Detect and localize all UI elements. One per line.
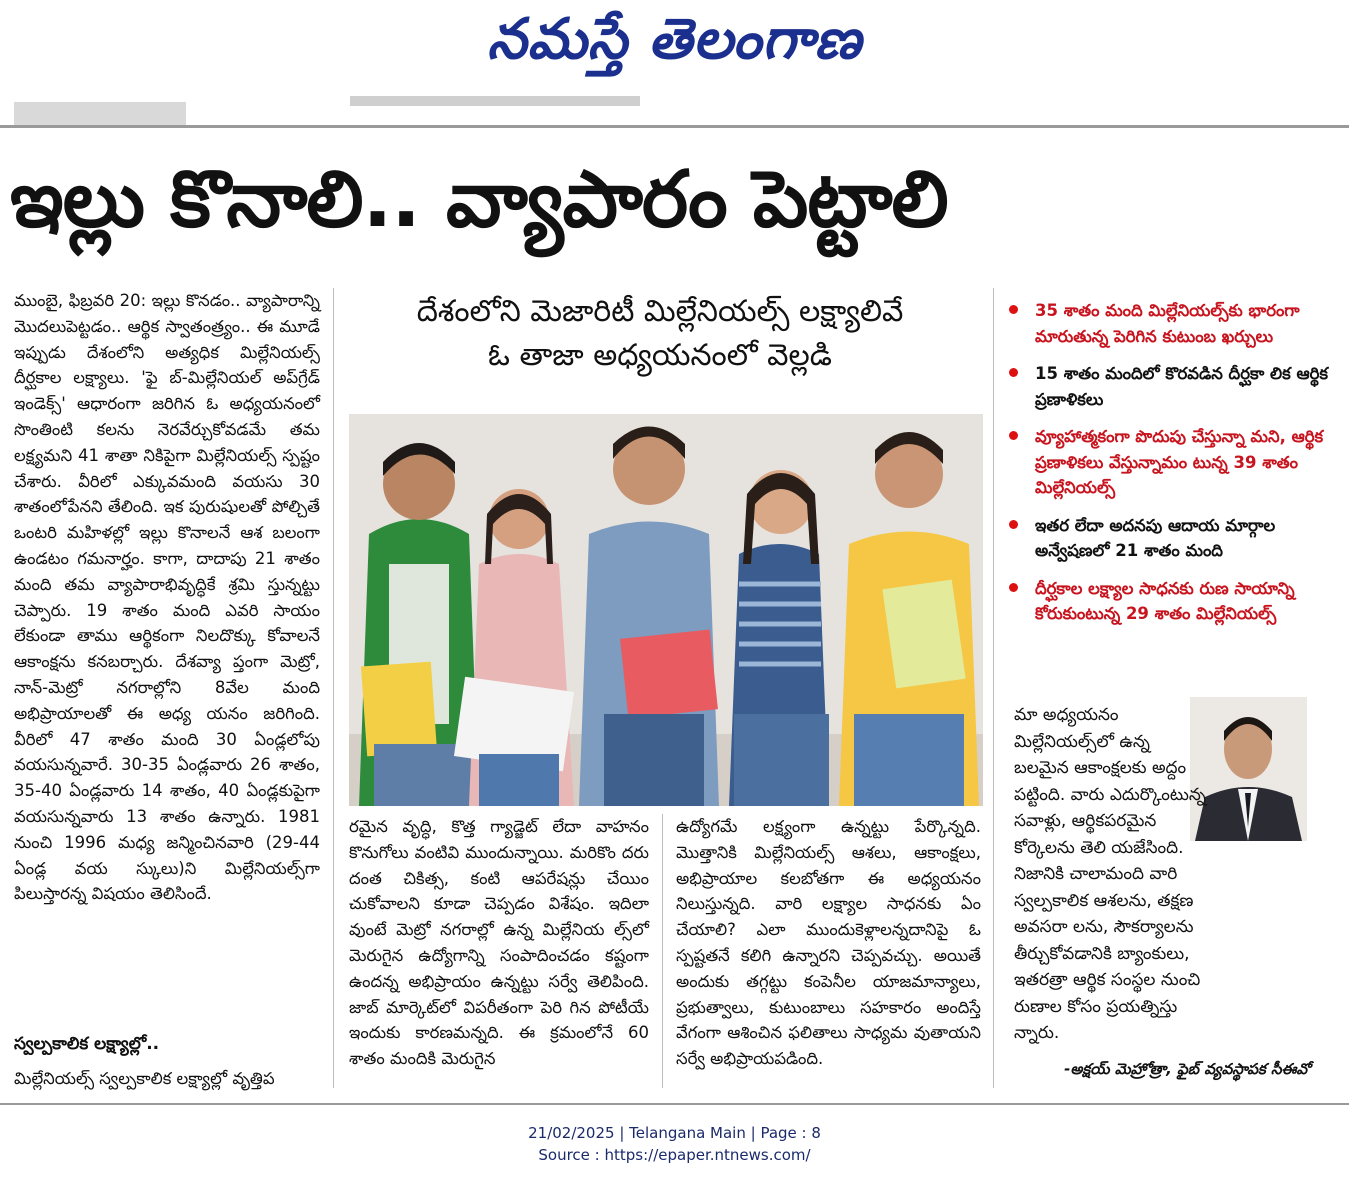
- article-body-1: ముంబై, ఫిబ్రవరి 20: ఇల్లు కొనడం.. వ్యాపారాన్ని మొదలుపెట్టడం.. ఆర్థిక స్వాతంత్ర్యం.. ఈ మూడే ఇప్పుడు దేశంలోని అత్యధిక మిల్లేనియల్స్ దీర్ఘకాల లక్ష్యాలు. 'ఫై బ్-మిల్లేనియల్ అప్‌గ్రేడ్ ఇండెక్స్' ఆధారంగా జరిగిన ఓ అధ్యయనంలో సొంతింటి కలను నెరవేర్చుకోవడమే తమ లక్ష్యమని 41 శాతా నికిపైగా మిల్లేనియల్స్ స్పష్టం చేశారు. వీరిలో ఎక్కువమంది వయసు 30 శాతంలోపేనని తేలింది. ఇక పురుషులతో పోల్చితే ఒంటరి మహిళల్లో ఇల్లు కొనాలనే ఆశ బలంగా ఉండటం గమనార్హం. కాగా, దాదాపు 21 శాతం మంది తమ వ్యాపారాభివృద్ధికే శ్రమి స్తున్నట్టు చెప్పారు. 19 శాతం మంది ఎవరి సాయం లేకుండా తాము ఆర్థికంగా నిలదొక్కు కోవాలనే ఆకాంక్షను కనబర్చారు. దేశవ్యా ప్తంగా మెట్రో, నాన్-మెట్రో నగరాల్లోని 8వేల మంది అభిప్రాయాలతో ఈ అధ్య యనం జరిగింది. వీరిలో 47 శాతం మంది 30 ఏండ్లలోపు వయసున్నవారే. 30-35 ఏండ్లవారు 26 శాతం, 35-40 ఏండ్లవారు 14 శాతం, 40 ఏండ్లకుపైగా వయసున్నవారు 13 శాతం ఉన్నారు. 1981 నుంచి 1996 మధ్య జన్మించినవారి (29-44 ఏండ్ల వయ స్కులు)ని మిల్లేనియల్స్‌గా పిలుస్తారన్న విషయం తెలిసిందే.: [14, 291, 320, 904]
- highlight-item: ఇతర లేదా అదనపు ఆదాయ మార్గాల అన్వేషణలో 21 శాతం మంది: [1007, 513, 1337, 564]
- bullet-icon: [1009, 368, 1018, 377]
- article-column-2: రమైన వృద్ధి, కొత్త గ్యాడ్జెట్ లేదా వాహనం కొనుగోలు వంటివి ముందున్నాయి. మరికొం దరు దంత చికిత్స, కంటి ఆపరేషన్లు చేయిం చుకోవాలని కూడా చెప్పడం విశేషం. ఇదిలా వుంటే మెట్రో నగరాల్లో ఉన్న మిల్లేనియ ల్స్‌లో మెరుగైన ఉద్యోగాన్ని సంపాదించడం కష్టంగా ఉందన్న అభిప్రాయం ఉన్నట్టు సర్వే తెలిపింది. జాబ్ మార్కెట్‌లో విపరీతంగా పెరి గిన పోటీయే ఇందుకు కారణమన్నది. ఈ క్రమంలోనే 60 శాతం మందికి మెరుగైన: [349, 817, 649, 1069]
- article-column-3: ఉద్యోగమే లక్ష్యంగా ఉన్నట్టు పేర్కొన్నది. మొత్తానికి మిల్లేనియల్స్ ఆశలు, ఆకాంక్షలు, అభిప్రాయాల కలబోతగా ఈ అధ్యయనం నిలుస్తున్నది. వారి లక్ష్యాల సాధనకు ఏం చేయాలి? ఎలా ముందుకెళ్లాలన్నదానిపై ఓ స్పష్టతనే కలిగి ఉన్నారని చెప్పవచ్చు. అయితే అందుకు తగ్గట్టు కంపెనీల యాజమాన్యాలు, ప్రభుత్వాలు, కుటుంబాలు సహకారం అందిస్తే వేగంగా ఆశించిన ఫలితాలు సాధ్యమ వుతాయని సర్వే అభిప్రాయపడింది.: [676, 817, 981, 1069]
- quote-attribution: -అక్షయ్ మెహ్రోత్రా, ఫైబ్ వ్యవస్థాపక సీఈవో: [1064, 1060, 1310, 1078]
- bullet-icon: [1009, 305, 1018, 314]
- article-column-1: [14, 288, 320, 907]
- bottom-divider: [0, 1103, 1349, 1105]
- column-divider: [993, 288, 994, 1088]
- footer: [0, 1122, 1349, 1166]
- column-divider: [662, 814, 663, 1088]
- highlight-item: వ్యూహాత్మకంగా పొదుపు చేస్తున్నా మని, ఆర్థిక ప్రణాళికలు వేస్తున్నామం టున్న 39 శాతం మిల్లేనియల్స్: [1007, 424, 1337, 501]
- masthead-title: నమస్తే తెలంగాణ: [487, 6, 862, 72]
- masthead: [0, 0, 1349, 80]
- deck-line-1: దేశంలోని మెజారిటీ మిల్లేనియల్స్ లక్ష్యాలివే: [416, 294, 904, 329]
- column-divider: [333, 288, 334, 1088]
- footer-date-page: 21/02/2025 | Telangana Main | Page : 8: [528, 1124, 821, 1142]
- highlight-item: దీర్ఘకాల లక్ష్యాల సాధనకు రుణ సాయాన్ని కోరుకుంటున్న 29 శాతం మిల్లేనియల్స్: [1007, 576, 1337, 627]
- article-column-1-tail: మిల్లేనియల్స్ స్వల్పకాలిక లక్ష్యాల్లో వృత్తిప: [14, 1069, 275, 1088]
- bullet-icon: [1009, 583, 1018, 592]
- section-tab: [14, 102, 186, 126]
- highlight-item: 15 శాతం మందిలో కొరవడిన దీర్ఘకా లిక ఆర్థిక ప్రణాళికలు: [1007, 361, 1337, 412]
- group-photo-illustration: [349, 414, 983, 806]
- bullet-icon: [1009, 520, 1018, 529]
- subheading: స్వల్పకాలిక లక్ష్యాల్లో..: [14, 1034, 160, 1054]
- quote-block: [1014, 702, 1336, 1047]
- quote-body: మా అధ్యయనం మిల్లేనియల్స్‌లో ఉన్న బలమైన ఆకాంక్షలకు అద్దం పట్టింది. వారు ఎదుర్కొంటున్న సవాళ్లు, ఆర్థికపరమైన కోర్కెలను తెలి యజేసింది. నిజానికి చాలామంది వారి స్వల్పకాలిక ఆశలను, తక్షణ అవసరా లను, సౌకర్యాలను తీర్చుకోవడానికి బ్యాంకులు, ఇతరత్రా ఆర్థిక సంస్థల నుంచి రుణాల కోసం ప్రయత్నిస్తు న్నారు.: [1014, 705, 1206, 1043]
- section-strip: [350, 96, 640, 106]
- highlights-list: [1007, 298, 1337, 639]
- deck: [340, 290, 980, 378]
- bullet-icon: [1009, 431, 1018, 440]
- top-divider: [0, 125, 1349, 128]
- footer-source-link[interactable]: Source : https://epaper.ntnews.com/: [538, 1146, 811, 1164]
- headline: ఇల్లు కొనాలి.. వ్యాపారం పెట్టాలి: [10, 155, 948, 245]
- deck-line-2: ఓ తాజా అధ్యయనంలో వెల్లడి: [488, 338, 832, 373]
- group-photo: [349, 414, 983, 806]
- highlight-item: 35 శాతం మంది మిల్లేనియల్స్‌కు భారంగా మారుతున్న పెరిగిన కుటుంబ ఖర్చులు: [1007, 298, 1337, 349]
